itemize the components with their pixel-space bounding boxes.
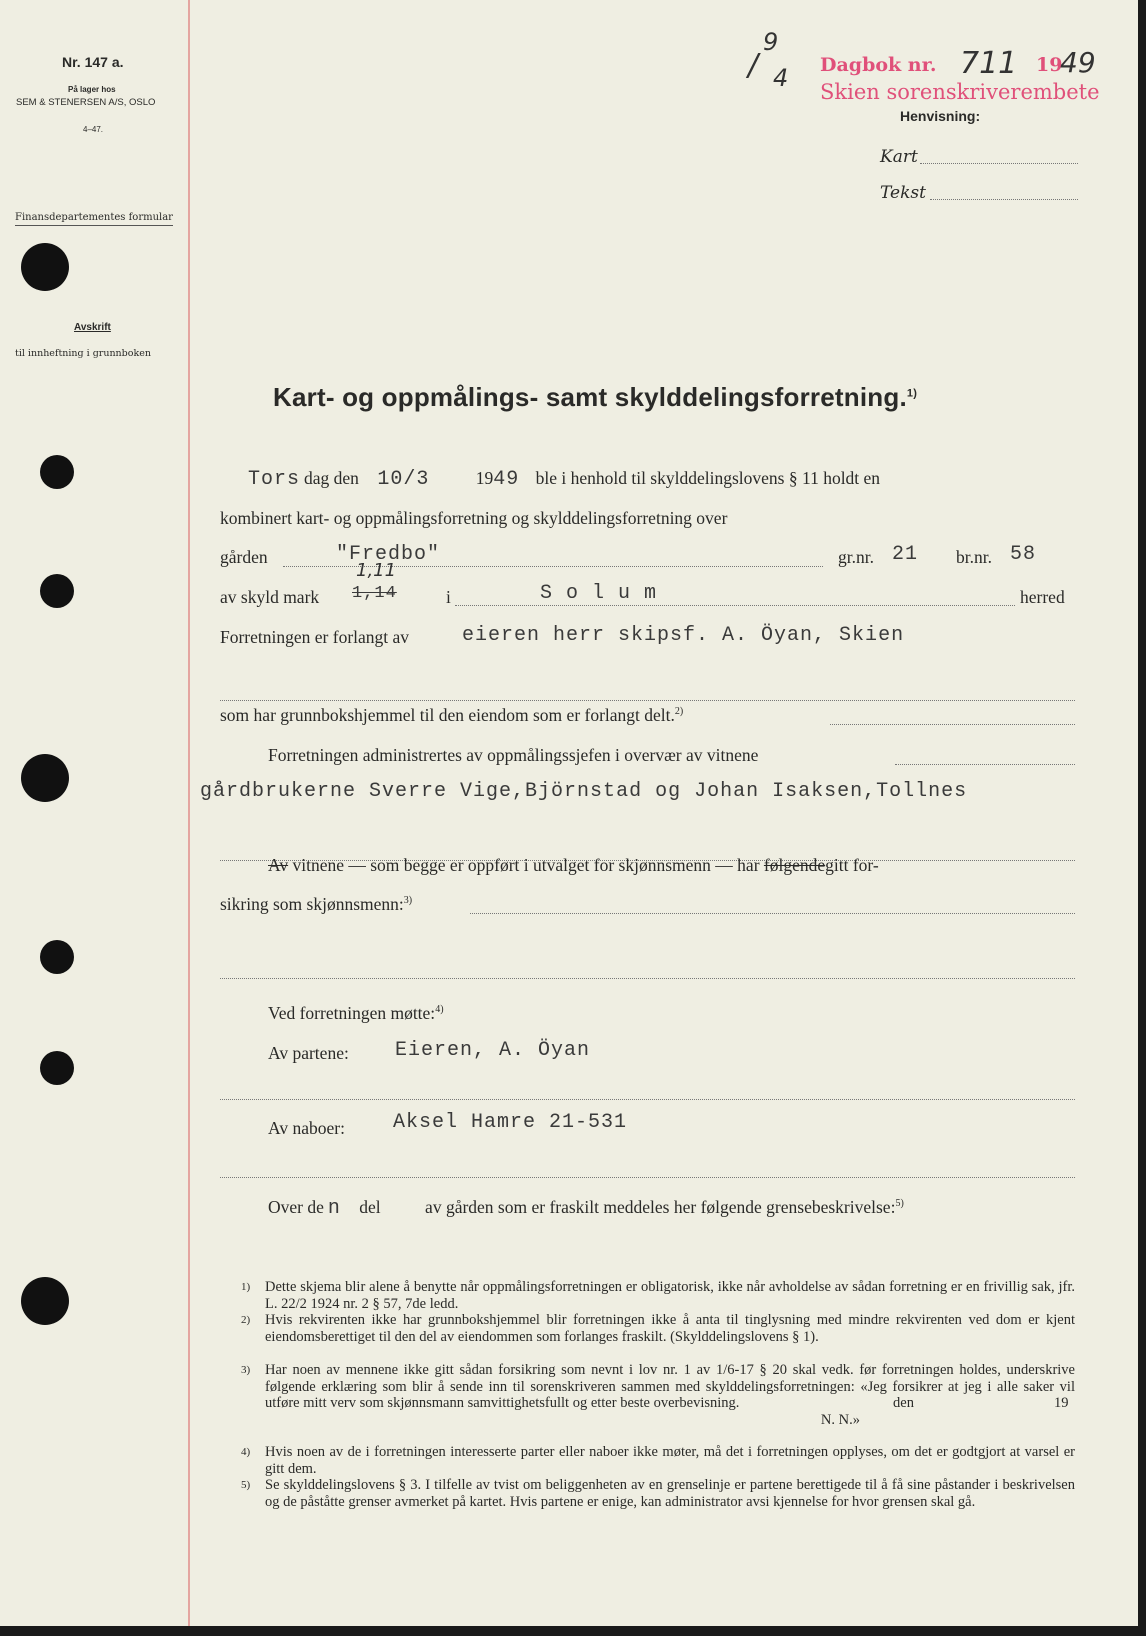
grnr-value: 21 (892, 543, 919, 566)
punch-hole (21, 754, 69, 802)
partene-value: Eieren, A. Öyan (395, 1039, 591, 1062)
year-written: 49 (1060, 46, 1096, 79)
vitner-value: gårdbrukerne Sverre Vige,Björnstad og Johan Isaksen,Tollnes (200, 780, 968, 803)
over-line: Over de n del av gården som er fraskilt meddeles her følgende grensebeskrivelse:$^{5)}$ (268, 1197, 904, 1220)
footnote: 4) Hvis noen av de i forretningen interesserte parter eller naboer ikke møter, må det i forretningen opplyses, om det er godtgjort at varsel er gitt dem. (241, 1444, 1075, 1477)
footnote: 3) Har noen av mennene ikke gitt sådan forsikring som nevnt i lov nr. 1 av 1/6-17 § 20 skal vedk. før forretningen holdes, underskrive følgende erklæring som blir å sende inn til sorenskriveren sammen med skylddelingsforretningen: «Jeg forsikrer at jeg i alle saker vil utføre mitt verv som skjønnsmann samvittighetsfullt og etter beste overbevisning. den 19 N. N.» (241, 1362, 1075, 1428)
line-kombinert: kombinert kart- og oppmålingsforretning og skylddelingsforretning over (220, 508, 728, 528)
footnote: 5) Se skylddelingslovens § 3. I tilfelle av tvist om beliggenheten av en grenselinje er partene berettigede til å få sine påstander i beskrivelsen og de påståtte grenser avmerket på kartet. Hvis partene er enige, kan administrator avsi kjennelse for hvor grensen skal gå. (241, 1477, 1075, 1510)
copy-label: Avskrift (74, 322, 111, 333)
publisher-line: På lager hos (68, 85, 116, 94)
garden-value: "Fredbo" (336, 543, 441, 566)
punch-hole (40, 1051, 74, 1085)
margin-rule (188, 0, 190, 1626)
brnr-value: 58 (1010, 543, 1037, 566)
date-line: Tors dag den 10/3 1949 ble i henhold til skylddelingslovens § 11 holdt en (248, 468, 881, 491)
form-number: Nr. 147 a. (62, 54, 124, 70)
garden-line: gården (220, 547, 268, 567)
punch-hole (21, 1277, 69, 1325)
punch-hole (40, 940, 74, 974)
sikring-line: sikring som skjønnsmenn:$^{3)}$ (220, 894, 413, 914)
tekst-label: Tekst (880, 183, 926, 203)
punch-hole (21, 243, 69, 291)
footnote: 2) Hvis rekvirenten ikke har grunnbokshjemmel blir forretningen ikke å anta til tinglysning med mindre rekvirenten ved dom er kjent eiendomsberettiget til den del av eiendommen som forlanges fraskilt. (Skylddelingslovens § 1). (241, 1312, 1075, 1345)
document-page: Nr. 147 a. På lager hos SEM & STENERSEN A/S, OSLO 4–47. Finansdepartementes formular Avskrift til innheftning i grunnboken 9 / 4 Dagbok nr. 711 19 49 Skien sorenskriverembete Henvisning: Kart Tekst Kart- og oppmålings- samt skylddelingsforretning.$^{1)}$ Tors dag den 10/3 1949 ble i henhold til skylddelingslovens § 11 holdt en kombinert kart- og oppmålingsforretning og skylddelingsforretning over gården "Fredbo" gr.nr. 21 br.nr. 58 av skyld mark 1,14 1,11 i S o l u m herred Forretningen er forlangt av eieren herr skipsf. A. Öyan, Skien som har grunnbokshjemmel til den eiendom som er forlangt delt.$^{2)}$ Forretningen administrertes av oppmålingssjefen i overvær av vitnene gårdbrukerne Sverre Vige,Björnstad og Johan Isaksen,Tollnes Av vitnene — som begge er oppført i utvalget for skjønnsmenn — har følgendegitt for- sikring som skjønnsmenn:$^{3)}$ Ved forretningen møtte:$^{4)}$ Av partene: Eieren, A. Öyan Av naboer: Aksel Hamre 21-531 Over de n del av gården som er fraskilt meddeles her følgende grensebeskrivelse:$^{5)}$ 1) Dette skjema blir alene å benytte når oppmålingsforretningen er obligatorisk, ikke når avholdelse av sådan forretning er en frivillig sak, jfr. L. 22/2 1924 nr. 2 § 57, 7de ledd. 2) Hvis rekvirenten ikke har grunnbokshjemmel blir forretningen ikke å anta til tinglysning med mindre rekvirenten ved dom er kjent eiendomsberettiget til den del av eiendommen som forlanges fraskilt. (Skylddelingslovens § 1). 3) Har noen av mennene ikke gitt sådan forsikring som nevnt i lov nr. 1 av 1/6-17 § 20 skal vedk. før forretningen holdes, underskrive følgende erklæring som blir å sende inn til sorenskriveren sammen med skylddelingsforretningen: «Jeg forsikrer at jeg i alle saker vil utføre mitt verv som skjønnsmann samvittighetsfullt og etter beste overbevisning. den 19 N. N.» 4) Hvis noen av de i forretningen interesserte parter eller naboer ikke møter, må det i forretningen opplyses, om det er godtgjort at varsel er gitt dem. 5) Se skylddelingslovens § 3. I tilfelle av tvist om beliggenheten av en grenselinje er partene berettigede til å få sine påstander i beskrivelsen og de påståtte grenser avmerket på kartet. Hvis partene er enige, kan administrator avsi kjennelse for hvor grensen skal gå. (0, 0, 1138, 1626)
dagbok-number: 711 (960, 46, 1018, 81)
date-month: 4 (773, 64, 789, 92)
forlangt-value: eieren herr skipsf. A. Öyan, Skien (462, 624, 905, 647)
henvisning-label: Henvisning: (900, 108, 981, 124)
skyld-new: 1,11 (356, 560, 397, 581)
copy-sub: til innheftning i grunnboken (15, 348, 151, 359)
dagbok-label: Dagbok nr. (820, 54, 937, 76)
herred-name: S o l u m (540, 582, 658, 605)
publisher-name: SEM & STENERSEN A/S, OSLO (16, 97, 156, 108)
punch-hole (40, 455, 74, 489)
edition: 4–47. (83, 125, 104, 134)
naboer-value: Aksel Hamre 21-531 (393, 1111, 628, 1134)
motte-line: Ved forretningen møtte:$^{4)}$ (268, 1003, 444, 1023)
hjemmel-line: som har grunnbokshjemmel til den eiendom som er forlangt delt.$^{2)}$ (220, 705, 684, 725)
skyld-old: 1,14 (352, 584, 397, 603)
form-owner: Finansdepartementes formular (15, 212, 173, 226)
office-stamp: Skien sorenskriverembete (820, 80, 1100, 104)
footnote: 1) Dette skjema blir alene å benytte når oppmålingsforretningen er obligatorisk, ikke når avholdelse av sådan forretning er en frivillig sak, jfr. L. 22/2 1924 nr. 2 § 57, 7de ledd. (241, 1279, 1075, 1312)
page-title: Kart- og oppmålings- samt skylddelingsforretning.$^{1)}$ (273, 382, 918, 412)
year-printed: 19 (1036, 54, 1063, 76)
vitnene-line: Av vitnene — som begge er oppført i utvalget for skjønnsmenn — har følgendegitt for- (268, 855, 879, 875)
kart-label: Kart (880, 147, 918, 167)
punch-hole (40, 574, 74, 608)
date-day: 9 (763, 28, 779, 56)
